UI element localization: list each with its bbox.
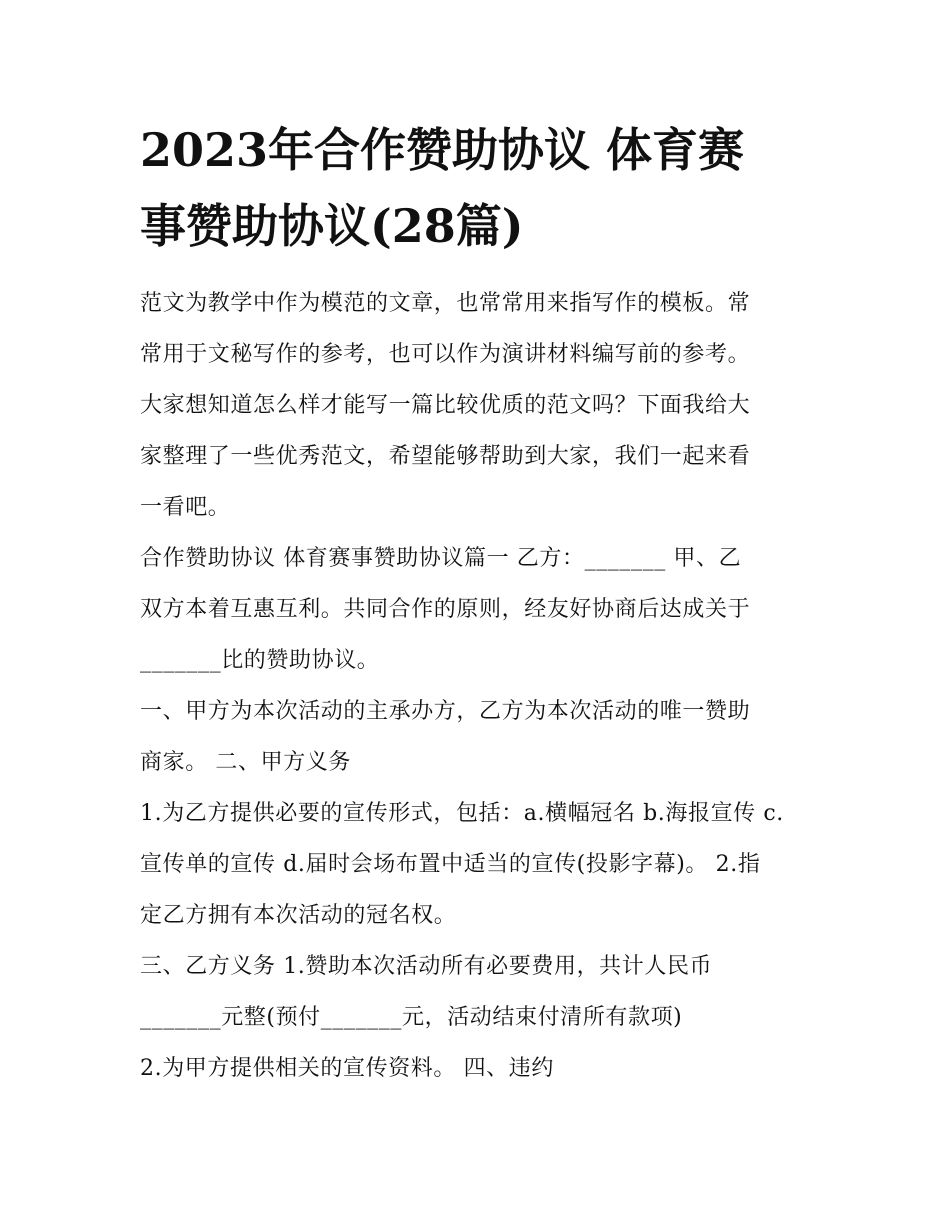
- body-line: _______比的赞助协议。: [140, 648, 380, 673]
- document-page: [140, 112, 820, 1094]
- body-line: 1.为乙方提供必要的宣传形式，包括：a.横幅冠名 b.海报宣传 c.: [140, 801, 784, 826]
- title-line-1: 2023年合作赞助协议 体育赛: [140, 123, 745, 177]
- title-line-2: 事赞助协议(28篇): [140, 199, 524, 253]
- body-line: 家整理了一些优秀范文，希望能够帮助到大家，我们一起来看: [140, 444, 751, 469]
- document-title: [140, 112, 820, 264]
- body-line: 合作赞助协议 体育赛事赞助协议篇一 乙方：_______ 甲、乙: [140, 546, 742, 571]
- body-line: 商家。 二、甲方义务: [140, 750, 351, 775]
- body-line: 三、乙方义务 1.赞助本次活动所有必要费用，共计人民币: [140, 954, 713, 979]
- body-line: _______元整(预付_______元，活动结束付清所有款项): [140, 1005, 683, 1030]
- body-line: 常用于文秘写作的参考，也可以作为演讲材料编写前的参考。: [140, 342, 751, 367]
- document-body: [140, 278, 820, 1094]
- body-line: 一看吧。: [140, 495, 231, 520]
- body-line: 一、甲方为本次活动的主承办方，乙方为本次活动的唯一赞助: [140, 699, 751, 724]
- body-line: 宣传单的宣传 d.届时会场布置中适当的宣传(投影字幕)。 2.指: [140, 852, 761, 877]
- body-line: 2.为甲方提供相关的宣传资料。 四、违约: [140, 1056, 554, 1081]
- body-line: 定乙方拥有本次活动的冠名权。: [140, 903, 457, 928]
- body-line: 范文为教学中作为模范的文章，也常常用来指写作的模板。常: [140, 291, 751, 316]
- body-line: 双方本着互惠互利。共同合作的原则，经友好协商后达成关于: [140, 597, 751, 622]
- body-line: 大家想知道怎么样才能写一篇比较优质的范文吗？下面我给大: [140, 393, 751, 418]
